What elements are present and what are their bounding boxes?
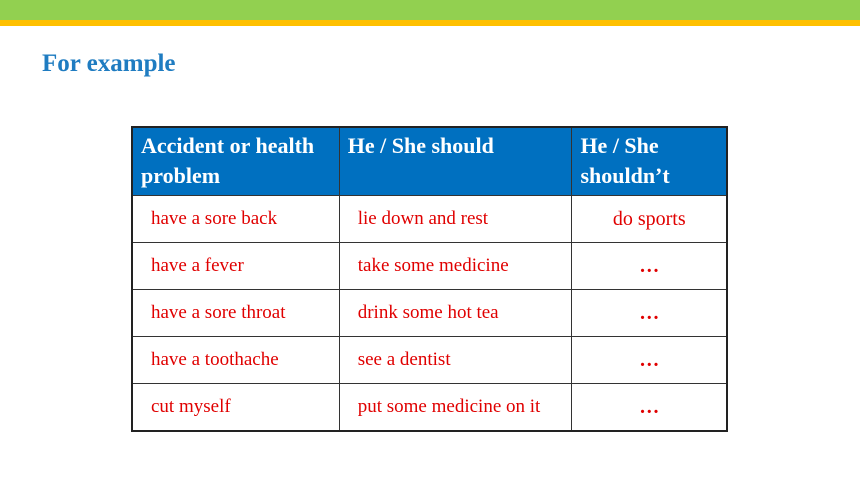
slide-title: For example <box>42 50 176 77</box>
table-row <box>132 384 727 432</box>
header-accident: Accident or health problem <box>132 127 339 196</box>
problem-cell: have a sore back <box>132 196 339 243</box>
shouldnt-cell: … <box>572 384 727 432</box>
table-header-row <box>132 127 727 196</box>
problem-cell: cut myself <box>132 384 339 432</box>
should-cell: take some medicine <box>339 243 572 290</box>
top-orange-stripe <box>0 20 860 26</box>
advice-table <box>131 126 728 432</box>
shouldnt-cell: do sports <box>572 196 727 243</box>
should-cell: see a dentist <box>339 337 572 384</box>
should-cell: drink some hot tea <box>339 290 572 337</box>
problem-cell: have a fever <box>132 243 339 290</box>
header-should: He / She should <box>339 127 572 196</box>
table-row <box>132 196 727 243</box>
should-cell: lie down and rest <box>339 196 572 243</box>
should-cell: put some medicine on it <box>339 384 572 432</box>
shouldnt-cell: … <box>572 290 727 337</box>
problem-cell: have a toothache <box>132 337 339 384</box>
shouldnt-cell: … <box>572 243 727 290</box>
header-shouldnt: He / She shouldn’t <box>572 127 727 196</box>
problem-cell: have a sore throat <box>132 290 339 337</box>
table-row <box>132 290 727 337</box>
table-row <box>132 337 727 384</box>
shouldnt-cell: … <box>572 337 727 384</box>
top-green-band <box>0 0 860 20</box>
table-row <box>132 243 727 290</box>
